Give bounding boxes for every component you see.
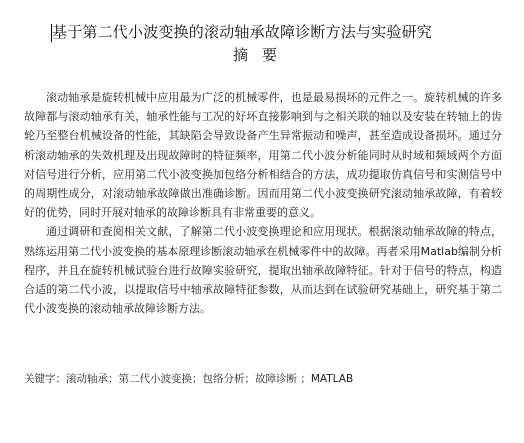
keywords-line [24,371,502,387]
keywords-text[interactable]: 滚动轴承；第二代小波变换；包络分析；故障诊断 ；MATLAB [66,373,354,385]
keywords-label[interactable]: 关键字： [24,373,66,385]
abstract-paragraph-1[interactable]: 滚动轴承是旋转机械中应用最为广泛的机械零件，也是最易损坏的元件之一。旋转机械的许多故障都与滚动轴承有关，轴承性能与工况的好坏直接影响到与之相关联的轴以及安装在转轴上的齿轮乃至整台机械设备的性能，其缺陷会导致设备产生异常振动和噪声，甚至造成设备损坏。通过分析滚动轴承的失效机理及出现故障时的特征频率，用第二代小波分析能同时从时域和频域两个方面对信号进行分析，应用第二代小波变换加包络分析相结合的方法，成功提取仿真信号和实测信号中的周期性成分，对滚动轴承故障做出准确诊断。因而用第二代小波变换研究滚动轴承故障，有着较好的优势，同时开展对轴承的故障诊断具有非常重要的意义。 [24,91,502,220]
abstract-paragraph-2[interactable]: 通过调研和查阅相关文献，了解第二代小波变换理论和应用现状。根据滚动轴承故障的特点，熟练运用第二代小波变换的基本原理诊断滚动轴承在机械零件中的故障。再者采用Matlab编制分析程序，并且在旋转机械试验台进行故障实验研究，提取出轴承故障特征。针对于信号的特点，构造合适的第二代小波，以提取信号中轴承故障特征参数，从而达到在试验研究基础上，研究基于第二代小波变换的滚动轴承故障诊断方法。 [24,225,502,316]
abstract-heading[interactable]: 摘要 [232,46,291,64]
abstract-body [24,88,502,318]
document-title[interactable]: 基于第二代小波变换的滚动轴承故障诊断方法与实验研究 [52,23,433,41]
